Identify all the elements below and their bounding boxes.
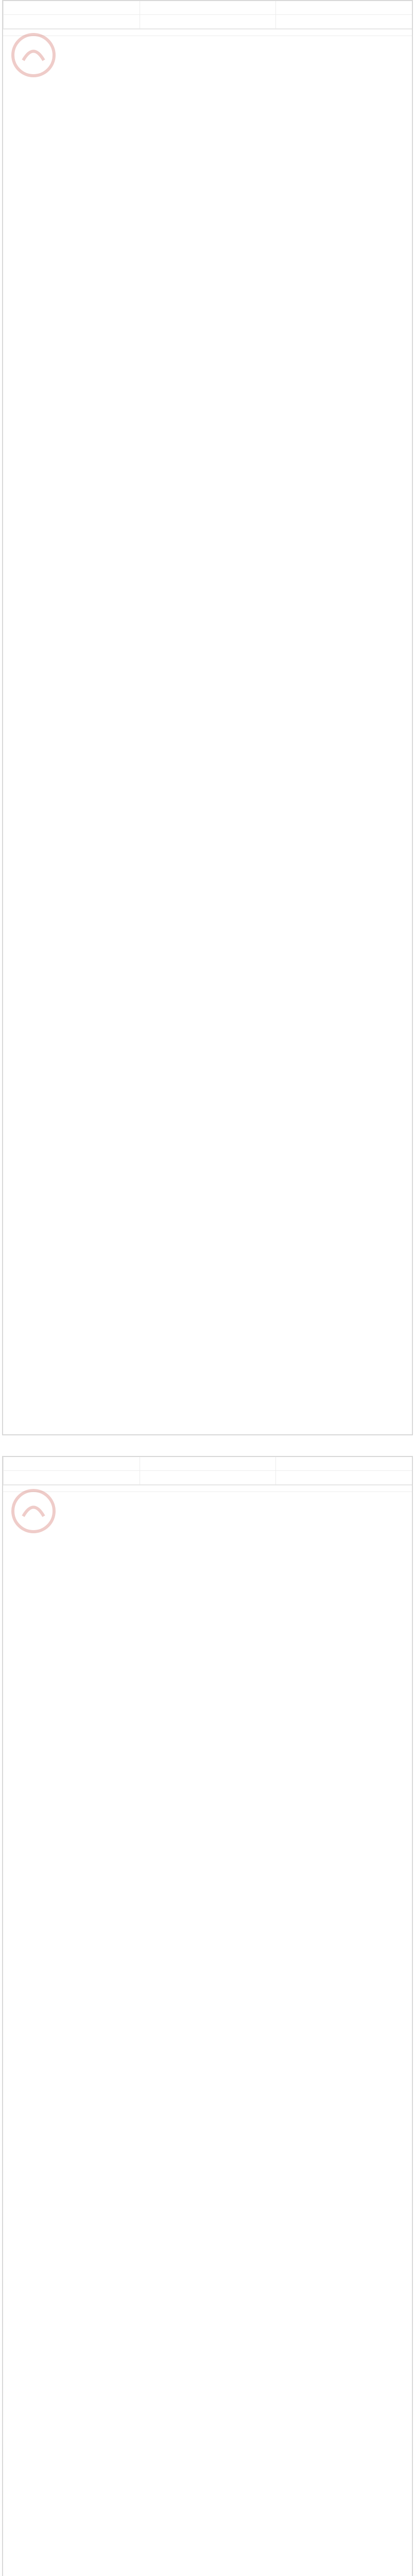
notice-subject [3, 1485, 412, 1492]
notice-page [2, 0, 413, 1435]
watermark-logo [10, 1488, 57, 1534]
header-cell [3, 1457, 140, 1471]
notice-page [2, 1456, 413, 2576]
notice-body [3, 36, 412, 47]
header-cell [275, 1, 412, 15]
notice-subject [3, 29, 412, 36]
header-cell [275, 15, 412, 29]
header-cell [140, 1, 276, 15]
header-cell [3, 15, 140, 29]
watermark-logo [10, 32, 57, 78]
header-cell [275, 1457, 412, 1471]
header-cell [140, 1457, 276, 1471]
header-cell [275, 1471, 412, 1485]
notice-header [3, 1457, 412, 1485]
header-cell [140, 15, 276, 29]
header-cell [3, 1471, 140, 1485]
header-cell [140, 1471, 276, 1485]
notice-body [3, 1492, 412, 1503]
notice-header [3, 1, 412, 29]
header-cell [3, 1, 140, 15]
